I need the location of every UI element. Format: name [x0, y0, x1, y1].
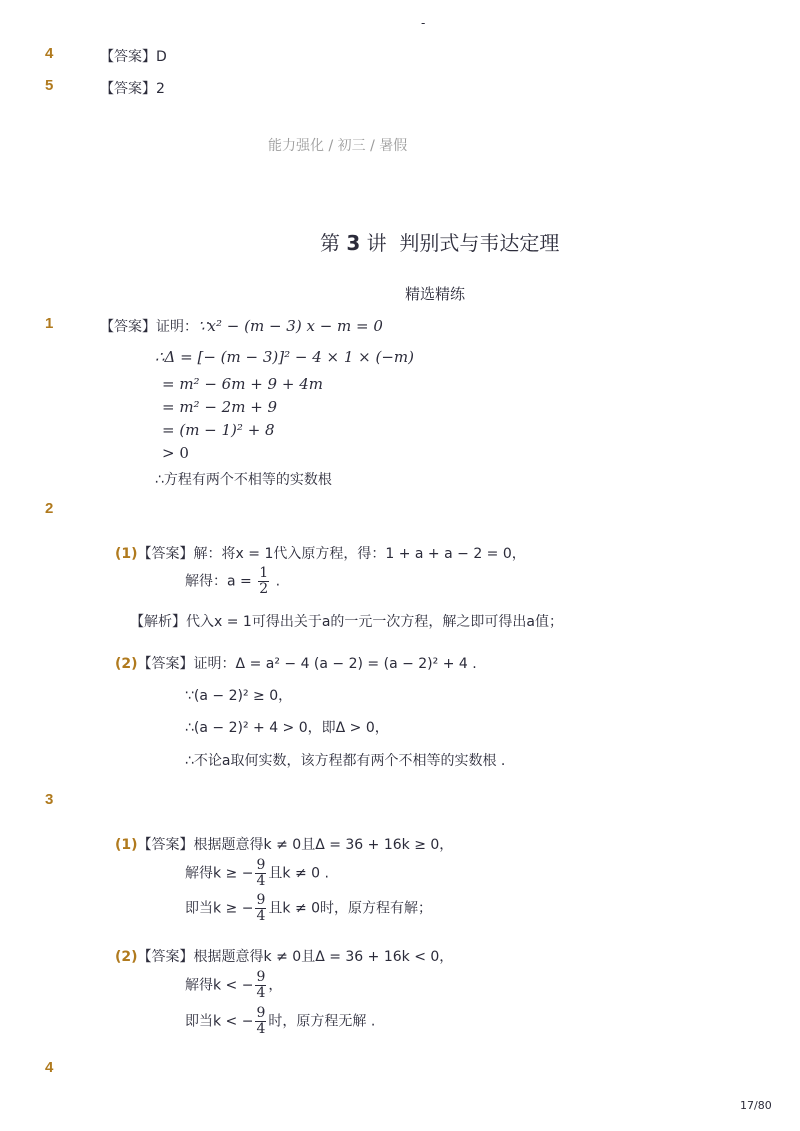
q1-step-line: = (m − 1)² + 8	[162, 421, 275, 439]
fraction-denominator: 4	[256, 908, 266, 924]
q3-p1-text: 根据题意得k ≠ 0且Δ = 36 + 16k ≥ 0，	[193, 837, 454, 853]
q1-delta-line: ∴Δ = [− (m − 3)]² − 4 × 1 × (−m)	[155, 348, 415, 366]
fraction-numerator: 9	[256, 857, 266, 873]
question-number: 3	[45, 791, 54, 808]
condition-suffix: 时，原方程无解 .	[268, 1013, 376, 1030]
breadcrumb: 能力强化 / 初三 / 暑假	[268, 138, 408, 154]
solve-suffix: .	[275, 573, 281, 590]
q2-p1-text: 解：将x = 1代入原方程，得：1 + a + a − 2 = 0，	[193, 546, 526, 562]
condition-suffix: 且k ≠ 0时，原方程有解；	[268, 900, 433, 917]
analysis-tag: 【解析】	[130, 614, 186, 630]
section-title: 精选精练	[405, 285, 466, 303]
fraction-denominator: 4	[256, 1021, 266, 1037]
solve-prefix: 解得k ≥ −	[185, 865, 254, 882]
lecture-title	[320, 227, 559, 256]
q3-part1-line2	[185, 858, 329, 889]
q3-p2-text: 根据题意得k ≠ 0且Δ = 36 + 16k < 0，	[193, 949, 454, 965]
q1-conclusion: ∴方程有两个不相等的实数根	[155, 472, 332, 488]
part-tag: (1)	[115, 546, 138, 562]
solve-suffix: 且k ≠ 0 .	[268, 865, 329, 882]
fraction-denominator: 2	[259, 581, 269, 597]
fraction-numerator: 9	[256, 969, 266, 985]
q1-step-line: > 0	[162, 444, 189, 462]
q2-p2-text: 证明：Δ = a² − 4 (a − 2) = (a − 2)² + 4 .	[193, 656, 477, 672]
fraction	[258, 566, 269, 597]
page-number: 17/80	[740, 1099, 772, 1112]
answer-text: 【答案】D	[100, 49, 167, 65]
q2-part2-line3: ∴(a − 2)² + 4 > 0，即Δ > 0，	[185, 720, 389, 736]
fraction-numerator: 9	[256, 892, 266, 908]
q3-part1-line3	[185, 893, 432, 924]
answer-tag: 【答案】	[137, 837, 194, 853]
question-number: 4	[45, 45, 54, 62]
question-number: 5	[45, 77, 54, 94]
q2-analysis-line	[130, 611, 563, 631]
fraction-numerator: 1	[259, 565, 269, 581]
answer-tag: 【答案】	[137, 949, 194, 965]
part-tag: (2)	[115, 949, 138, 965]
fraction	[255, 1006, 266, 1037]
q3-part1-line1	[115, 834, 453, 854]
answer-text: 【答案】2	[100, 81, 165, 97]
solve-prefix: 解得k < −	[185, 977, 254, 994]
q1-step-line: = m² − 2m + 9	[162, 398, 278, 416]
condition-prefix: 即当k < −	[185, 1013, 254, 1030]
q1-step-line: = m² − 6m + 9 + 4m	[162, 375, 323, 393]
fraction	[255, 858, 266, 889]
q1-equation: ∵x² − (m − 3) x − m = 0	[198, 317, 383, 335]
header-mark: -	[421, 16, 426, 30]
part-tag: (1)	[115, 837, 138, 853]
q3-part2-line1	[115, 946, 453, 966]
condition-prefix: 即当k ≥ −	[185, 900, 254, 917]
lecture-number: 3	[346, 231, 361, 255]
question-number: 4	[45, 1059, 54, 1076]
q1-first-line	[100, 316, 383, 336]
q2-part1-line2	[185, 566, 280, 597]
fraction-denominator: 4	[256, 985, 266, 1001]
fraction-numerator: 9	[256, 1005, 266, 1021]
q2-part2-line2: ∵(a − 2)² ≥ 0，	[185, 688, 293, 704]
q2-part2-line1	[115, 653, 477, 673]
proof-label: 证明：	[156, 319, 198, 335]
q2-part1-line1	[115, 543, 526, 563]
answer-tag: 【答案】	[137, 656, 194, 672]
lecture-prefix: 第	[320, 231, 340, 255]
answer-tag: 【答案】	[100, 319, 156, 335]
fraction	[255, 970, 266, 1001]
solve-prefix: 解得：a =	[185, 573, 252, 590]
fraction	[255, 893, 266, 924]
q3-part2-line2	[185, 970, 282, 1001]
analysis-text: 代入x = 1可得出关于a的一元一次方程，解之即可得出a值；	[186, 614, 563, 630]
question-number: 2	[45, 500, 54, 517]
answer-tag: 【答案】	[137, 546, 194, 562]
solve-suffix: ，	[268, 977, 283, 994]
part-tag: (2)	[115, 656, 138, 672]
fraction-denominator: 4	[256, 873, 266, 889]
question-number: 1	[45, 315, 54, 332]
lecture-suffix: 讲 判别式与韦达定理	[366, 231, 560, 255]
q3-part2-line3	[185, 1006, 375, 1037]
q2-part2-line4: ∴不论a取何实数，该方程都有两个不相等的实数根 .	[185, 753, 506, 769]
